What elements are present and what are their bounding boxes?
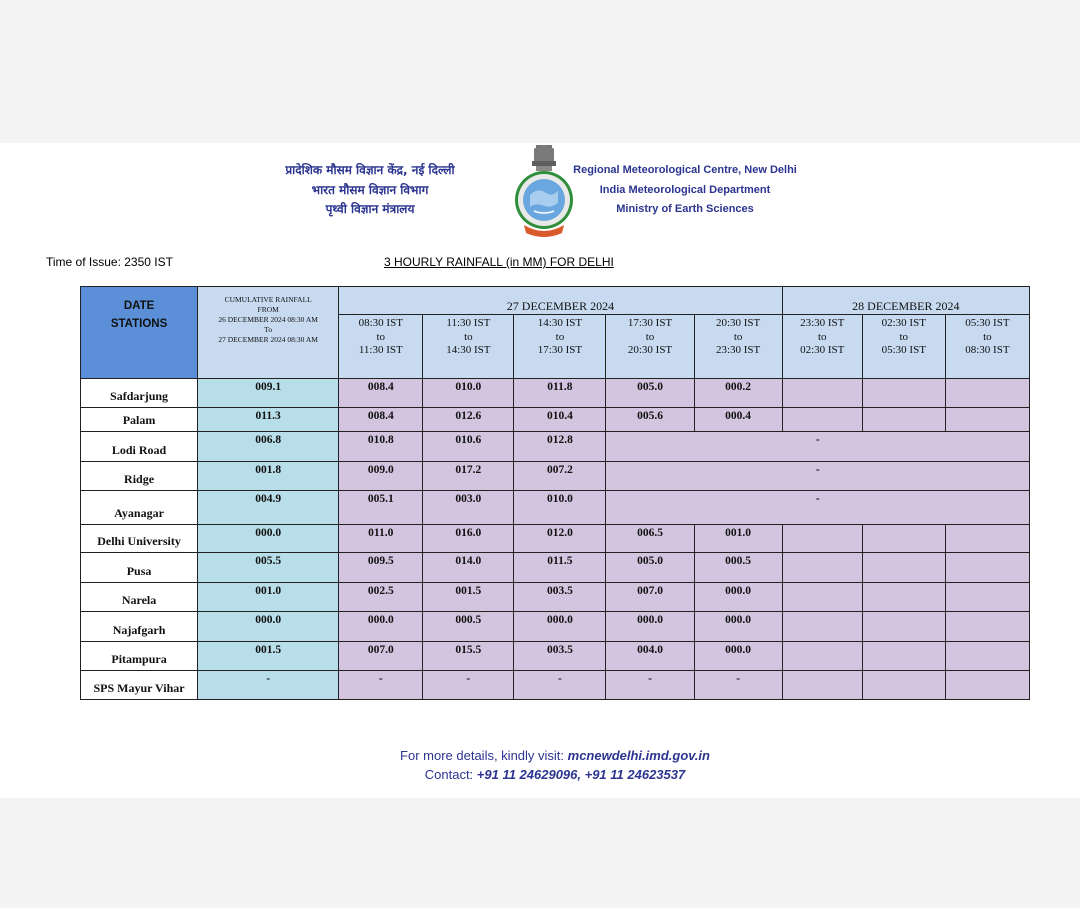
time-of-issue: Time of Issue: 2350 IST	[46, 255, 173, 269]
cumulative-value: 001.8	[198, 462, 339, 491]
corner-date-label: DATE	[123, 300, 155, 312]
slot-header	[945, 315, 1029, 379]
table-row	[81, 432, 1030, 462]
rainfall-value: 010.4	[514, 408, 606, 432]
slot-header	[339, 315, 423, 379]
rainfall-value	[782, 583, 862, 612]
rainfall-value: 010.0	[423, 379, 514, 408]
station-rows	[81, 379, 1030, 700]
rainfall-value	[862, 525, 945, 553]
english-line-1: Regional Meteorological Centre, New Delhi	[573, 164, 797, 176]
rainfall-value: -	[423, 671, 514, 700]
rainfall-value: -	[514, 671, 606, 700]
slot-header-line: 23:30 IST	[800, 317, 845, 329]
slot-header	[423, 315, 514, 379]
rainfall-value: 005.0	[606, 379, 694, 408]
rainfall-value: 007.2	[514, 462, 606, 491]
rainfall-value: 007.0	[339, 642, 423, 671]
rainfall-value: 011.0	[339, 525, 423, 553]
table-row	[81, 408, 1030, 432]
rainfall-value: 012.0	[514, 525, 606, 553]
rainfall-value: 004.0	[606, 642, 694, 671]
rainfall-value	[782, 408, 862, 432]
slot-header-line: 23:30 IST	[715, 344, 761, 356]
rainfall-value: 003.5	[514, 583, 606, 612]
station-name: Lodi Road	[81, 432, 198, 462]
cumulative-value: 005.5	[198, 553, 339, 583]
rainfall-table	[80, 286, 1030, 700]
slot-header-line: to	[817, 330, 827, 343]
cumulative-value: 000.0	[198, 525, 339, 553]
slot-header-line: 14:30 IST	[537, 317, 583, 329]
table-row	[81, 612, 1030, 642]
rainfall-value	[862, 612, 945, 642]
rainfall-value: 012.8	[514, 432, 606, 462]
slot-header-line: 11:30 IST	[446, 317, 491, 329]
rainfall-value: 005.1	[339, 491, 423, 525]
rainfall-value: 000.5	[694, 553, 782, 583]
cumulative-value: 001.5	[198, 642, 339, 671]
rainfall-value: 010.6	[423, 432, 514, 462]
rainfall-value	[945, 583, 1029, 612]
rainfall-value: 000.0	[694, 612, 782, 642]
rainfall-value: 000.4	[694, 408, 782, 432]
rainfall-value: 014.0	[423, 553, 514, 583]
rainfall-value: 005.0	[606, 553, 694, 583]
rainfall-value: 008.4	[339, 408, 423, 432]
rainfall-value: -	[339, 671, 423, 700]
slot-header	[694, 315, 782, 379]
station-name: Safdarjung	[81, 379, 198, 408]
visit-label: For more details, kindly visit:	[400, 748, 568, 763]
rainfall-value: 017.2	[423, 462, 514, 491]
date-header-day-2: 28 DECEMBER 2024	[782, 287, 1029, 315]
rainfall-value: 011.8	[514, 379, 606, 408]
rainfall-value: 001.0	[694, 525, 782, 553]
no-data-merged-cell: -	[606, 432, 1030, 462]
rainfall-value	[945, 525, 1029, 553]
rainfall-value: 006.5	[606, 525, 694, 553]
rainfall-value	[782, 612, 862, 642]
rainfall-value	[782, 642, 862, 671]
table-row	[81, 491, 1030, 525]
rainfall-value: 011.5	[514, 553, 606, 583]
rainfall-value: 000.0	[694, 642, 782, 671]
cumulative-header-line: FROM	[257, 305, 279, 314]
no-data-merged-cell: -	[606, 491, 1030, 525]
rainfall-value: 001.5	[423, 583, 514, 612]
station-name: Ridge	[81, 462, 198, 491]
rainfall-value: 010.8	[339, 432, 423, 462]
bulletin-title: 3 HOURLY RAINFALL (in MM) FOR DELHI	[384, 255, 614, 269]
cumulative-header-line: 26 DECEMBER 2024 08:30 AM	[218, 315, 318, 324]
hindi-line-1: प्रादेशिक मौसम विज्ञान केंद्र, नई दिल्ली	[285, 163, 455, 177]
hindi-header	[250, 161, 490, 220]
english-header	[555, 161, 815, 220]
cumulative-value: 000.0	[198, 612, 339, 642]
rainfall-value	[945, 553, 1029, 583]
rainfall-value	[782, 553, 862, 583]
rainfall-value: 000.5	[423, 612, 514, 642]
slot-header	[862, 315, 945, 379]
rainfall-value: 012.6	[423, 408, 514, 432]
table-row	[81, 642, 1030, 671]
rainfall-value: 009.5	[339, 553, 423, 583]
contact-label: Contact:	[424, 767, 477, 782]
table-row	[81, 671, 1030, 700]
rainfall-value	[945, 408, 1029, 432]
corner-stations-label: STATIONS	[110, 318, 168, 330]
english-line-2: India Meteorological Department	[599, 183, 771, 196]
slot-header-line: to	[899, 330, 909, 343]
slot-header-line: 11:30 IST	[358, 344, 403, 356]
slot-header-line: 20:30 IST	[627, 344, 673, 356]
slot-header-line: 17:30 IST	[627, 317, 673, 329]
rainfall-value: 015.5	[423, 642, 514, 671]
website-link[interactable]: mcnewdelhi.imd.gov.in	[567, 748, 710, 763]
slot-header-line: 20:30 IST	[715, 317, 761, 329]
date-header-day-1: 27 DECEMBER 2024	[339, 287, 782, 315]
rainfall-value	[862, 671, 945, 700]
table-row	[81, 379, 1030, 408]
station-name: Pitampura	[81, 642, 198, 671]
cumulative-header-line: 27 DECEMBER 2024 08:30 AM	[218, 335, 318, 344]
rainfall-value	[945, 379, 1029, 408]
slot-header-line: 17:30 IST	[537, 344, 583, 356]
hindi-line-3: पृथ्वी विज्ञान मंत्रालय	[325, 202, 415, 216]
cumulative-value: 004.9	[198, 491, 339, 525]
cumulative-value: 009.1	[198, 379, 339, 408]
cumulative-header	[198, 287, 339, 379]
rainfall-value	[945, 671, 1029, 700]
cumulative-value: 011.3	[198, 408, 339, 432]
footer-contact	[0, 767, 1080, 782]
rainfall-value: 003.0	[423, 491, 514, 525]
footer-visit	[0, 748, 1080, 763]
station-name: Delhi University	[81, 525, 198, 553]
cumulative-header-line: CUMULATIVE RAINFALL	[224, 295, 312, 304]
hindi-line-2: भारत मौसम विज्ञान विभाग	[311, 182, 429, 197]
rainfall-value: 002.5	[339, 583, 423, 612]
corner-header	[81, 287, 198, 379]
station-name: Najafgarh	[81, 612, 198, 642]
slot-header	[606, 315, 694, 379]
cumulative-header-line: To	[264, 325, 273, 334]
slot-header-line: to	[645, 330, 655, 343]
station-name: Palam	[81, 408, 198, 432]
slot-header-line: to	[555, 330, 565, 343]
rainfall-value: 010.0	[514, 491, 606, 525]
rainfall-value: 000.0	[339, 612, 423, 642]
rainfall-value	[945, 612, 1029, 642]
slot-header	[782, 315, 862, 379]
rainfall-value	[862, 642, 945, 671]
rainfall-value: 009.0	[339, 462, 423, 491]
rainfall-value	[862, 553, 945, 583]
table-row	[81, 525, 1030, 553]
rainfall-value: 005.6	[606, 408, 694, 432]
slot-header-line: 02:30 IST	[800, 344, 845, 356]
bulletin-sheet	[0, 143, 1080, 798]
station-name: Pusa	[81, 553, 198, 583]
slot-header-line: 08:30 IST	[965, 344, 1010, 356]
rainfall-value: 000.2	[694, 379, 782, 408]
slot-header-line: 05:30 IST	[881, 344, 926, 356]
slot-header-line: to	[376, 330, 386, 343]
rainfall-value: -	[694, 671, 782, 700]
slot-header-line: 14:30 IST	[446, 344, 491, 356]
rainfall-value: 003.5	[514, 642, 606, 671]
rainfall-value: 007.0	[606, 583, 694, 612]
rainfall-value: 000.0	[514, 612, 606, 642]
rainfall-value	[862, 583, 945, 612]
rainfall-value: 000.0	[694, 583, 782, 612]
english-line-3: Ministry of Earth Sciences	[616, 203, 754, 215]
contact-numbers: +91 11 24629096, +91 11 24623537	[476, 767, 686, 782]
station-name: SPS Mayur Vihar	[81, 671, 198, 700]
rainfall-value: 000.0	[606, 612, 694, 642]
station-name: Narela	[81, 583, 198, 612]
slot-header-line: 02:30 IST	[881, 317, 926, 329]
table-row	[81, 553, 1030, 583]
rainfall-value: 008.4	[339, 379, 423, 408]
rainfall-value	[782, 525, 862, 553]
slot-header	[514, 315, 606, 379]
cumulative-value: -	[198, 671, 339, 700]
rainfall-value	[862, 379, 945, 408]
rainfall-value	[782, 379, 862, 408]
slot-header-line: 08:30 IST	[358, 317, 403, 329]
slot-header-line: to	[983, 330, 992, 343]
cumulative-value: 006.8	[198, 432, 339, 462]
table-row	[81, 583, 1030, 612]
slot-header-line: to	[733, 330, 743, 343]
rainfall-value: 016.0	[423, 525, 514, 553]
cumulative-value: 001.0	[198, 583, 339, 612]
slot-header-line: to	[464, 330, 473, 343]
no-data-merged-cell: -	[606, 462, 1030, 491]
rainfall-value: -	[606, 671, 694, 700]
station-name: Ayanagar	[81, 491, 198, 525]
rainfall-value	[862, 408, 945, 432]
rainfall-value	[945, 642, 1029, 671]
rainfall-value	[782, 671, 862, 700]
slot-header-line: 05:30 IST	[965, 317, 1010, 329]
table-row	[81, 462, 1030, 491]
